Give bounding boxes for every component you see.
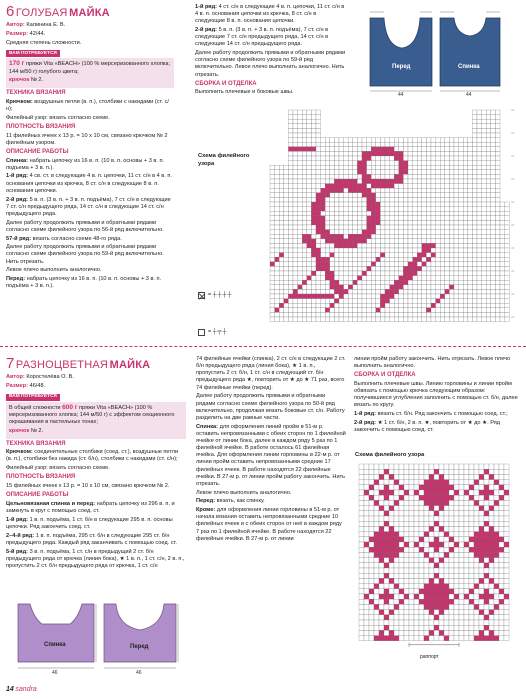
col2-row2-lead: 2-й ряд: <box>195 27 217 34</box>
col3-row2-text: ★ 1 ст. б/н, 2 в. п. ★, повторить от ★ до ★. Ряд закончить с помощью соед. ст. <box>354 419 501 434</box>
filet-chart-bottom <box>355 460 519 656</box>
tech-pattern: Филейный узор: вязать согласно схеме. <box>6 114 110 121</box>
tech-lead: Крючком: <box>6 98 33 105</box>
desc-text-7: набрать цепочку из 296 в. п. и замкнуть в круг с помощью соед. ст. <box>6 500 175 514</box>
open-cell-icon <box>198 329 205 336</box>
cont1-text: Далее работу продолжить прямыми и обратными рядами согласно схеме филейного узора по 56-й ряд включительно. <box>6 219 164 233</box>
size-label-7: Размер: <box>6 382 29 389</box>
article-number-7: 7 <box>6 356 15 372</box>
col2-cont-text: Далее работу продолжить прямыми и обратными рядами согласно схеме филейного узора по 59-й ряд включительно. Левое плечо выполнить аналогично. Нить отрезать. <box>195 50 346 78</box>
col2-row1-text: 4 ст. с/н в следующие 4 в. п. цепочки, 11 ст. с/н в 4 в. п. основания цепочки из крючка, 8 ст. с/н в следующие 8 в. п. основания цепочки. <box>195 4 345 25</box>
tech-title-7: ТЕХНИКА ВЯЗАНИЯ <box>6 440 66 447</box>
author-value-7: Коростелёва О. В. <box>26 374 74 380</box>
materials-text-7: пряжи Vita «BEACH» (100 % мерсеризованного хлопка; 144 м/50 г) с эффектом секционного окрашивания в пастельных тонах; <box>9 404 175 426</box>
desc-title: ОПИСАНИЕ РАБОТЫ <box>6 148 69 155</box>
legend-top <box>198 292 258 336</box>
col2-except-lead: Кроме: <box>196 507 216 514</box>
garment-back-shape-7 <box>18 604 94 662</box>
tech-text-7: соединительные столбики (соед. ст.), воздушные петли (в. п.), столбики без накида (ст. б/н), столбики с накидами (ст. с/н); <box>6 449 179 463</box>
garment-back-shape <box>440 18 500 86</box>
label-front-7: Перед <box>130 644 149 650</box>
grid-cells-top <box>270 110 509 322</box>
garment-front-shape-7 <box>104 604 176 662</box>
scheme-title-bottom: Схема филейного узора <box>355 452 425 458</box>
row1-lead: 1-й ряд: <box>6 173 28 180</box>
article-7-heading <box>6 356 186 373</box>
row5-text-7: 3 в. п. подъёма, 1 ст. с/н в предыдущий 2 ст. б/н предыдущего ряда от крючка (линия бока), ★ 1 в. п., 1 ст. с/н, 2 в. п., пропустить 2 ст. б/н предыдущего ряда от крючка, 1 ст. с/н <box>6 548 185 569</box>
garment-schematic-bottom <box>8 596 188 676</box>
author-value: Калинина Е. В. <box>26 22 66 28</box>
label-back-7: Спинка <box>44 642 66 648</box>
density-title: ПЛОТНОСТЬ ВЯЗАНИЯ <box>6 123 76 130</box>
article-meta <box>6 22 174 47</box>
col2-mirror: Левое плечо выполнить аналогично. <box>196 489 292 496</box>
materials-text: пряжи Vita «BEACH» (100 % мерсеризованного хлопка; 144 м/50 г) голубого цвета; <box>9 61 171 75</box>
scheme-title-top: Схема филейного узора <box>198 153 250 167</box>
tech-text: воздушные петли (в. п.), столбики с накидами (ст. с/н); <box>6 98 169 113</box>
assembly-text-7: Выполнить плечевые швы. Линию горловины и линии пройм обвязать с помощью крючка следующим образом: получившиеся углубления заполнить с помощью ст. б/н, далее вязать по кругу. <box>354 380 518 409</box>
article-title-bold-7: МАЙКА <box>109 359 151 371</box>
need-bar: ВАМ ПОТРЕБУЕТСЯ <box>6 50 60 57</box>
assembly-title-7: СБОРКА И ОТДЕЛКА <box>354 372 416 379</box>
article-divider <box>0 346 526 347</box>
label-front: Перед <box>392 64 411 70</box>
legend-filled <box>198 292 258 299</box>
row57-text: вязать согласно схеме 48-го ряда. <box>32 235 122 242</box>
back-text: набрать цепочку из 16 в. п. (10 в. п. основы + 3 в. п. подъема + 3 в. п.). <box>6 157 165 171</box>
row1-text: 4 св. ст. в следующие 4 в. п. цепочки, 11 ст. с/н в 4 в. п. основания цепочки из крючка, 8 ст. с/н в следующие 8 в. п. основания цепочки. <box>6 173 172 194</box>
materials-weight-7: 600 г <box>62 403 78 411</box>
row57-lead: 57-й ряд: <box>6 235 32 242</box>
col2-row1-lead: 1-й ряд: <box>195 4 217 10</box>
materials-box <box>6 58 174 88</box>
legend-filled-text: = ┼┼┼┼ <box>208 292 233 298</box>
materials-box-7 <box>6 402 186 439</box>
desc-lead-7: Цельновязаная спинка и перед: <box>6 500 96 507</box>
col2-p2: Далее работу продолжить прямыми и обратными рядами согласно схеме филейного узора по 50-й ряд включительно, продолжая вязать боковые ст. с/н. Работу разделить на две равные части. <box>196 393 345 421</box>
mirror-text: Левое плечо выполнить аналогично. <box>6 267 102 274</box>
row24-text-7: 1 в. п. подъёма, 295 ст. б/н в следующие 295 ст. б/н предыдущего ряда. Каждый ряд заканчивать с помощью соед. ст. <box>6 532 177 546</box>
cont2-text: Далее работу продолжить прямыми и обратными рядами согласно схеме филейного узора по 59-й ряд включительно. Нить отрезать. <box>6 244 164 265</box>
row1-text-7: 1 в. п. подъёма, 1 ст. б/н в следующие 295 в. п. основы цепочки. Ряд закончить соед. ст. <box>6 516 173 530</box>
article-title-bold: МАЙКА <box>69 7 110 19</box>
density-text: 11 филейных ячеек х 13 р. = 10 х 10 см, связано крючком № 2 филейным узором. <box>6 132 168 146</box>
article-title-light-7: РАЗНОЦВЕТНАЯ <box>15 359 109 371</box>
page-footer <box>6 686 37 695</box>
hook-label: крючок <box>9 77 30 84</box>
article-7-col3 <box>354 356 520 448</box>
col2-row2-text: 5 в. п. (3 в. п. + 3 в. п. подъёма), 7 ст. с/н в следующие 7 ст. с/н предыдущего ряда, 14 ст. с/н в следующие 14 ст. с/н предыдущего ряда. <box>195 27 329 48</box>
hook-label-7: крючок <box>9 427 30 434</box>
difficulty: Средняя степень сложности. <box>6 39 82 46</box>
repeat-label: раппорт <box>420 654 439 660</box>
brand-name: sandra <box>15 686 37 693</box>
col3-row1-lead: 1-й ряд: <box>354 411 376 418</box>
size-value-7: 46/48. <box>29 382 46 389</box>
col2-front-lead: Перед: <box>196 498 216 505</box>
row24-lead-7: 2–4-й ряд: <box>6 532 35 539</box>
col2-p1: 74 филейные ячейки (спинка), 2 ст. с/н в следующие 2 ст. б/н предыдущего ряда (линия бока), ★ 1 в. п., пропустить 2 ст. б/н, 1 ст. с/н в следующий ст. б/н предыдущего ряда ★, повторить от ★ до ★ 71 раз, всего 74 филейные ячейки (перед). <box>196 356 346 391</box>
legend-open-text: = ┼╤┼ <box>208 329 228 336</box>
back-lead: Спинка: <box>6 157 29 164</box>
total-label-7: В общей сложности <box>9 404 61 411</box>
garment-schematic-top <box>362 6 512 96</box>
col3-row2-lead: 2-й ряд: <box>354 419 376 426</box>
article-6-heading <box>6 4 174 21</box>
article-number: 6 <box>6 4 15 20</box>
repeat-bracket <box>409 643 459 647</box>
row5-lead-7: 5-й ряд: <box>6 548 28 555</box>
article-6-col1 <box>6 4 174 344</box>
assembly-text: Выполнить плечевые и боковые швы. <box>195 89 294 96</box>
tech-lead-7: Крючком: <box>6 449 33 456</box>
need-bar-7: ВАМ ПОТРЕБУЕТСЯ <box>6 394 60 401</box>
article-7-meta <box>6 374 186 390</box>
dim-b-7: 46 <box>136 670 142 676</box>
filet-chart-top <box>262 102 520 330</box>
dim-back: 44 <box>466 92 472 96</box>
density-title-7: ПЛОТНОСТЬ ВЯЗАНИЯ <box>6 474 76 481</box>
front-text: набрать цепочку из 16 в. п. (10 в. п. основы + 3 в. п. подъёма + 3 в. п.). <box>6 276 162 290</box>
col3-row1-text: вязать ст. б/н. Ряд закончить с помощью соед. ст.; <box>377 411 508 418</box>
size-label: Размер: <box>6 30 29 37</box>
article-7-col2 <box>196 356 346 686</box>
legend-open <box>198 329 258 336</box>
garment-front-shape <box>370 18 432 86</box>
col2-except-text: для оформления линии горловины в 51-м р. от начала вязания оставить непровязанными средние 10 филейных ячеек и с обеих сторон от неё в каждом ряду 7 раз по 1 филейной ячейке. В работе находятся 22 филейные ячейки. В 27-м р. от линии <box>196 507 342 542</box>
filled-cell-icon <box>198 292 205 299</box>
page-number: 14 <box>6 686 14 693</box>
hook-value: № 2. <box>30 77 44 84</box>
desc-title-7: ОПИСАНИЕ РАБОТЫ <box>6 492 69 499</box>
tech-title: ТЕХНИКА ВЯЗАНИЯ <box>6 90 66 97</box>
col2-back-text: для оформления линий пройм в 51-м р. оставить непровязанными с обеих сторон по 1 филейной ячейке от линии бока, далее в каждом ряду 5 раз по 1 филейной ячейке. В работе осталось 61 филейная ячейка. Для оформления линии горловины в 22-м р. от линии пройм оставить непровязанными средние 17 филейных ячеек. В работе находятся 22 филейные ячейки. В 27-м р. от линии пройм работу закончить. Нить отрезать. <box>196 423 346 487</box>
row1-lead-7: 1-й ряд: <box>6 516 28 523</box>
front-lead: Перед: <box>6 276 26 283</box>
author-label: Автор: <box>6 22 25 28</box>
materials-weight: 170 г <box>9 60 25 68</box>
col2-back-lead: Спинка: <box>196 423 219 430</box>
row2-lead: 2-й ряд: <box>6 196 28 203</box>
col3-p1: линии пройм работу закончить. Нить отрезать. Левое плечо выполнить аналогично. <box>354 356 511 370</box>
author-label-7: Автор: <box>6 374 25 380</box>
row2-text: 5 в. п. (3 в. п. + 3 в. п. подъёма), 7 ст. с/н в следующие 7 ст. с/н предыдущего ряда, 14 ст. с/н в следующие 14 ст. с/н предыдущего ряда. <box>6 196 171 217</box>
tech-pattern-7: Филейный узор: вязать согласно схеме. <box>6 465 110 472</box>
density-text-7: 15 филейных ячеек х 13 р. = 10 х 10 см, связано крючком № 2. <box>6 483 170 489</box>
dim-front: 44 <box>398 92 404 96</box>
hook-value-7: № 2. <box>30 427 44 434</box>
dim-a-7: 46 <box>52 670 58 676</box>
grid-cells-bottom <box>359 464 509 641</box>
label-back: Спинка <box>458 64 480 70</box>
article-title-light: ГОЛУБАЯ <box>15 7 68 19</box>
col2-front-text: вязать, как спинку. <box>216 498 265 505</box>
size-value: 42/44. <box>29 30 46 37</box>
assembly-title: СБОРКА И ОТДЕЛКА <box>195 80 257 87</box>
row-markers-top <box>511 110 514 317</box>
